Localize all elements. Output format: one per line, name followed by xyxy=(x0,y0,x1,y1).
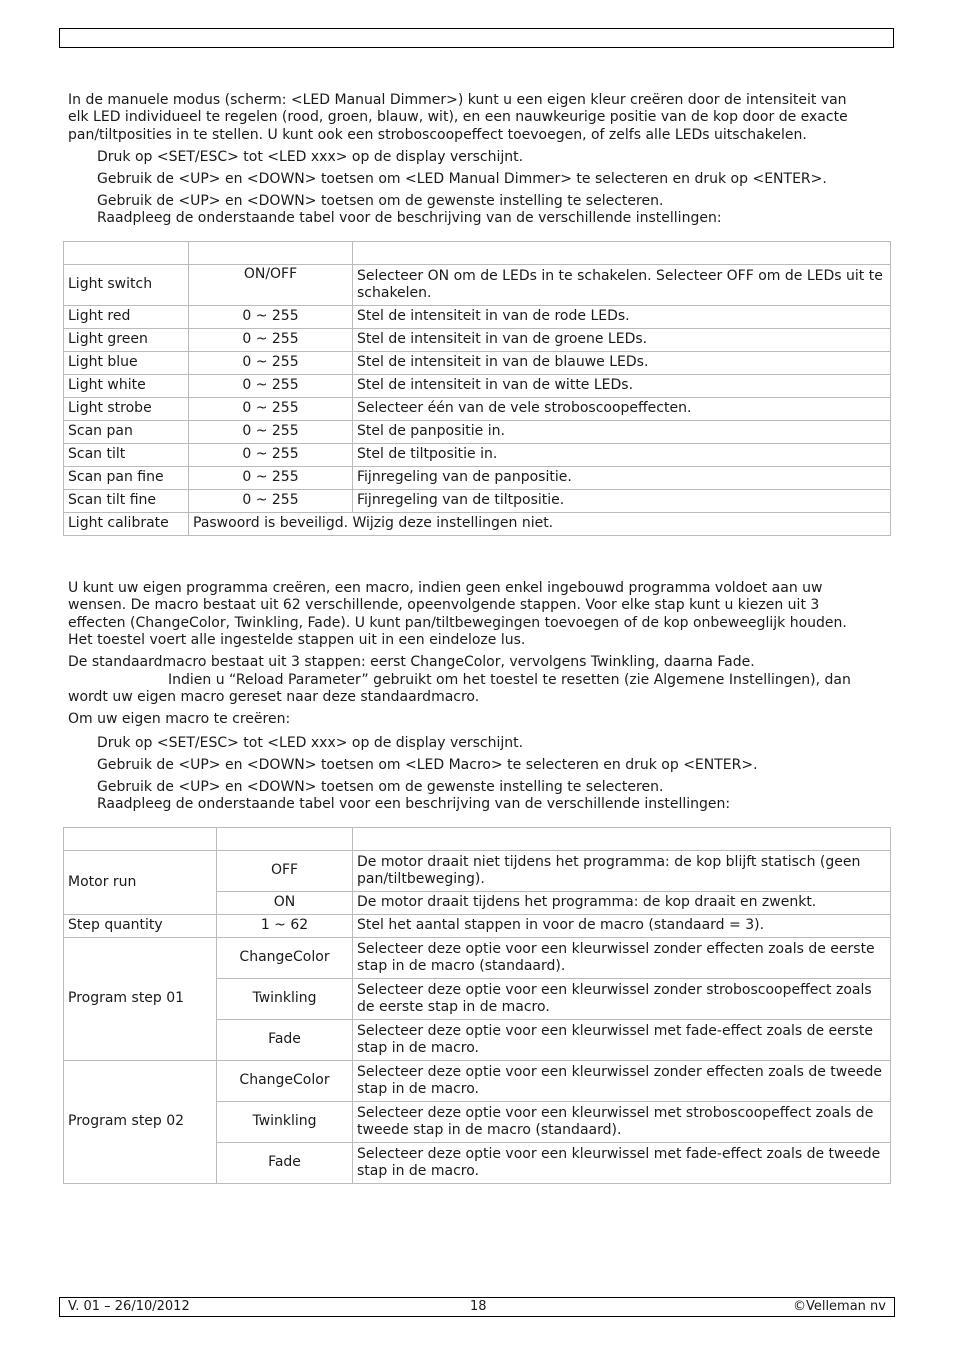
setting-value: ChangeColor xyxy=(217,1061,353,1102)
setting-desc: Stel de intensiteit in van de witte LEDs. xyxy=(353,375,891,398)
table-row xyxy=(64,513,891,536)
setting-desc: Stel het aantal stappen in voor de macro (standaard = 3). xyxy=(353,915,891,938)
setting-value: OFF xyxy=(217,851,353,892)
manual-step-3: Gebruik de <UP> en <DOWN> toetsen om de gewenste instelling te selecteren. xyxy=(97,193,664,209)
macro-intro-line-3: effecten (ChangeColor, Twinkling, Fade). U kunt pan/tiltbewegingen toevoegen of de kop onbeweeglijk houden. xyxy=(68,615,847,631)
setting-name: Scan tilt fine xyxy=(64,490,189,513)
table-header-row xyxy=(64,242,891,265)
macro-intro-line-1: U kunt uw eigen programma creëren, een macro, indien geen enkel ingebouwd programma voldoet aan uw xyxy=(68,580,823,596)
setting-name: Scan pan xyxy=(64,421,189,444)
setting-desc: Fijnregeling van de tiltpositie. xyxy=(353,490,891,513)
setting-value: 0 ~ 255 xyxy=(189,306,353,329)
table-row xyxy=(64,467,891,490)
setting-value: ON/OFF xyxy=(189,265,353,306)
macro-intro-line-4: Het toestel voert alle ingestelde stappen uit in een eindeloze lus. xyxy=(68,632,526,648)
setting-desc: Stel de tiltpositie in. xyxy=(353,444,891,467)
table-row xyxy=(64,1061,891,1102)
setting-value: 0 ~ 255 xyxy=(189,375,353,398)
table-row xyxy=(64,352,891,375)
setting-value: 0 ~ 255 xyxy=(189,490,353,513)
setting-desc: De motor draait niet tijdens het programma: de kop blijft statisch (geen pan/tiltbeweging). xyxy=(353,851,891,892)
table-row xyxy=(64,490,891,513)
table-row xyxy=(64,915,891,938)
setting-name: Scan tilt xyxy=(64,444,189,467)
table-header-row xyxy=(64,828,891,851)
table-row xyxy=(64,265,891,306)
setting-desc: Selecteer deze optie voor een kleurwissel zonder effecten zoals de tweede stap in de macro. xyxy=(353,1061,891,1102)
table-row xyxy=(64,938,891,979)
footer-version: V. 01 – 26/10/2012 xyxy=(68,1299,190,1314)
macro-step-1: Druk op <SET/ESC> tot <LED xxx> op de display verschijnt. xyxy=(97,735,524,751)
setting-desc: De motor draait tijdens het programma: de kop draait en zwenkt. xyxy=(353,892,891,915)
page-footer xyxy=(59,1297,895,1317)
setting-value: Fade xyxy=(217,1020,353,1061)
setting-value: Twinkling xyxy=(217,979,353,1020)
setting-desc: Selecteer ON om de LEDs in te schakelen. Selecteer OFF om de LEDs uit te schakelen. xyxy=(353,265,891,306)
setting-value: 1 ~ 62 xyxy=(217,915,353,938)
setting-name: Light strobe xyxy=(64,398,189,421)
footer-page-number: 18 xyxy=(470,1299,487,1314)
table-row xyxy=(64,421,891,444)
manual-intro-line-1: In de manuele modus (scherm: <LED Manual Dimmer>) kunt u een eigen kleur creëren door de intensiteit van xyxy=(68,92,847,108)
setting-value: 0 ~ 255 xyxy=(189,352,353,375)
setting-value: 0 ~ 255 xyxy=(189,421,353,444)
setting-name: Light blue xyxy=(64,352,189,375)
setting-name: Light red xyxy=(64,306,189,329)
setting-name: Scan pan fine xyxy=(64,467,189,490)
setting-desc: Selecteer deze optie voor een kleurwissel met stroboscoopeffect zoals de tweede stap in de macro (standaard). xyxy=(353,1102,891,1143)
table-row xyxy=(64,444,891,467)
table-row xyxy=(64,398,891,421)
manual-intro-line-3: pan/tiltposities in te stellen. U kunt ook een stroboscoopeffect toevoegen, of zelfs alle LEDs uitschakelen. xyxy=(68,127,807,143)
macro-default-line: De standaardmacro bestaat uit 3 stappen: eerst ChangeColor, vervolgens Twinkling, daarna Fade. xyxy=(68,654,755,670)
table-row xyxy=(64,329,891,352)
header-box xyxy=(59,28,894,48)
setting-name: Program step 01 xyxy=(64,938,217,1061)
setting-desc: Stel de intensiteit in van de groene LEDs. xyxy=(353,329,891,352)
macro-reload-line-2: wordt uw eigen macro gereset naar deze standaardmacro. xyxy=(68,689,480,705)
setting-desc: Stel de panpositie in. xyxy=(353,421,891,444)
table-row xyxy=(64,306,891,329)
macro-step-4: Raadpleeg de onderstaande tabel voor een beschrijving van de verschillende instellingen: xyxy=(97,796,731,812)
setting-desc: Stel de intensiteit in van de blauwe LEDs. xyxy=(353,352,891,375)
setting-value: Fade xyxy=(217,1143,353,1184)
macro-step-3: Gebruik de <UP> en <DOWN> toetsen om de gewenste instelling te selecteren. xyxy=(97,779,664,795)
setting-desc: Selecteer deze optie voor een kleurwissel zonder stroboscoopeffect zoals de eerste stap in de macro. xyxy=(353,979,891,1020)
manual-step-4: Raadpleeg de onderstaande tabel voor de beschrijving van de verschillende instellingen: xyxy=(97,210,722,226)
setting-name: Program step 02 xyxy=(64,1061,217,1184)
setting-desc: Stel de intensiteit in van de rode LEDs. xyxy=(353,306,891,329)
setting-value: 0 ~ 255 xyxy=(189,398,353,421)
setting-name: Light white xyxy=(64,375,189,398)
setting-desc: Selecteer één van de vele stroboscoopeffecten. xyxy=(353,398,891,421)
setting-value: 0 ~ 255 xyxy=(189,467,353,490)
setting-value: 0 ~ 255 xyxy=(189,444,353,467)
setting-value: 0 ~ 255 xyxy=(189,329,353,352)
manual-step-1: Druk op <SET/ESC> tot <LED xxx> op de display verschijnt. xyxy=(97,149,524,165)
macro-reload-line-1: Indien u “Reload Parameter” gebruikt om het toestel te resetten (zie Algemene Instellingen), dan xyxy=(168,672,851,688)
table-row xyxy=(64,375,891,398)
setting-name: Light switch xyxy=(64,265,189,306)
macro-create-line: Om uw eigen macro te creëren: xyxy=(68,711,291,727)
macro-step-2: Gebruik de <UP> en <DOWN> toetsen om <LED Macro> te selecteren en druk op <ENTER>. xyxy=(97,757,758,773)
setting-value: ON xyxy=(217,892,353,915)
setting-desc: Selecteer deze optie voor een kleurwissel zonder effecten zoals de eerste stap in de macro (standaard). xyxy=(353,938,891,979)
setting-name: Light calibrate xyxy=(64,513,189,536)
setting-name: Step quantity xyxy=(64,915,217,938)
setting-desc: Paswoord is beveiligd. Wijzig deze instellingen niet. xyxy=(189,513,891,536)
setting-value: Twinkling xyxy=(217,1102,353,1143)
manual-intro-line-2: elk LED individueel te regelen (rood, groen, blauw, wit), en een nauwkeurige positie van de kop door de exacte xyxy=(68,109,848,125)
footer-copyright: ©Velleman nv xyxy=(792,1299,886,1314)
macro-settings-table xyxy=(63,827,891,1184)
setting-name: Motor run xyxy=(64,851,217,915)
setting-desc: Selecteer deze optie voor een kleurwissel met fade-effect zoals de tweede stap in de macro. xyxy=(353,1143,891,1184)
setting-name: Light green xyxy=(64,329,189,352)
table-row xyxy=(64,851,891,892)
setting-value: ChangeColor xyxy=(217,938,353,979)
manual-step-2: Gebruik de <UP> en <DOWN> toetsen om <LED Manual Dimmer> te selecteren en druk op <ENTER>. xyxy=(97,171,827,187)
macro-intro-line-2: wensen. De macro bestaat uit 62 verschillende, opeenvolgende stappen. Voor elke stap kunt u kiezen uit 3 xyxy=(68,597,820,613)
setting-desc: Selecteer deze optie voor een kleurwissel met fade-effect zoals de eerste stap in de macro. xyxy=(353,1020,891,1061)
setting-desc: Fijnregeling van de panpositie. xyxy=(353,467,891,490)
manual-settings-table xyxy=(63,241,891,536)
